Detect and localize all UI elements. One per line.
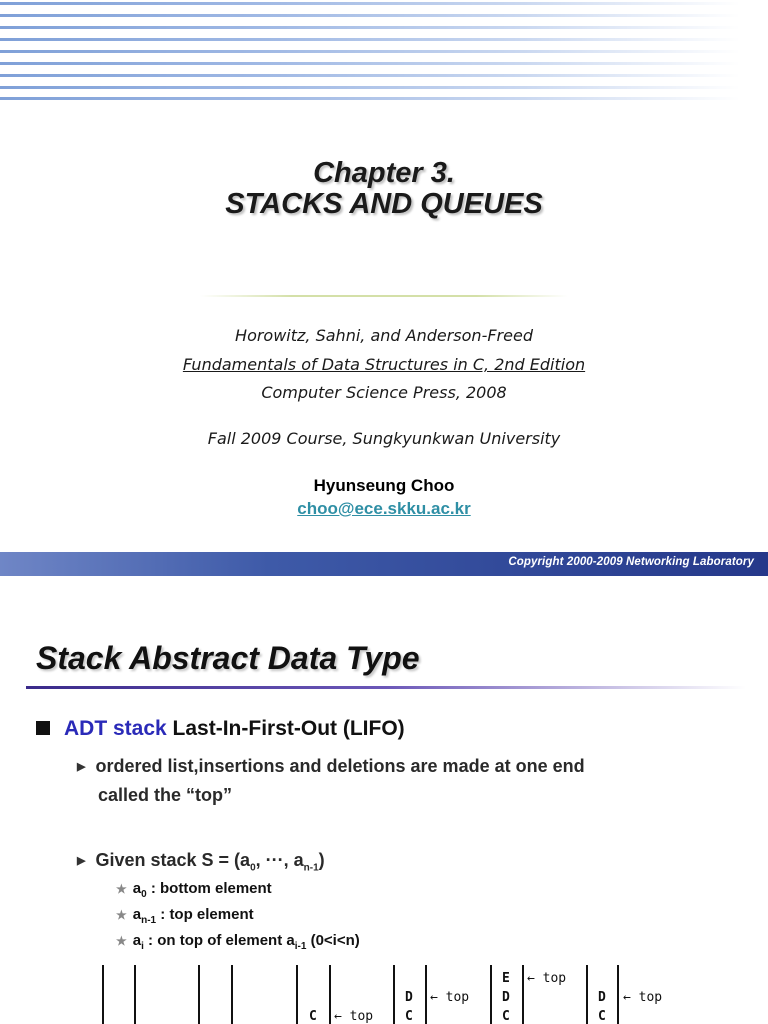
stack-wall [393,965,395,1024]
bullet-adt-stack [36,717,405,741]
book-title: Fundamentals of Data Structures in C, 2nd Edition [182,355,586,374]
chapter-number: Chapter 3. [313,157,455,189]
stack-diagram [0,959,768,1024]
stack-wall [102,965,104,1024]
stack-wall [231,965,233,1024]
sub-bullet-ordered-list [77,753,585,808]
top-pointer-label: ← top [527,971,567,986]
slide-title: Stack Abstract Data Type [36,640,420,676]
stack-wall [490,965,492,1024]
stack-wall [329,965,331,1024]
adt-stack-highlight: ADT stack [64,717,167,740]
item-top-element: ★ $a_{n-1}$ : top element [116,906,254,926]
stack-wall [586,965,588,1024]
stack-cell: C [309,1009,317,1024]
top-pointer-label: ← top [623,990,663,1005]
sub-bullet-given-stack: ▶ Given stack $S = (a_0$, ···, $a_{n-1}$) [77,850,325,874]
ordered-list-line2: called the “top” [98,785,233,805]
content-slide [0,604,768,1024]
decorative-stripes [0,0,768,100]
stack-wall [296,965,298,1024]
footer-bar [0,552,768,576]
presenter-name: Hyunseung Choo [313,476,455,495]
stack-cell: D [405,990,413,1005]
triangle-bullet-icon: ▶ [77,761,86,773]
stack-cell: C [598,1009,606,1024]
triangle-bullet-icon: ▶ [77,855,86,867]
chapter-name: STACKS AND QUEUES [225,188,543,220]
star-bullet-icon: ★ [116,934,127,948]
course-line: Fall 2009 Course, Sungkyunkwan University [207,429,561,448]
stack-cell: D [502,990,510,1005]
stack-wall [198,965,200,1024]
ordered-list-line1: ordered list,insertions and deletions are made at one end [95,756,585,776]
square-bullet-icon [36,721,50,735]
stack-cell: C [502,1009,510,1024]
top-pointer-label: ← top [334,1009,374,1024]
star-bullet-icon: ★ [116,882,127,896]
item-ith-element: ★ $a_i$ : on top of element $a_{i-1}$ (0<i<n) [116,932,360,952]
stack-wall [134,965,136,1024]
copyright-text: Copyright 2000-2009 Networking Laboratory [508,556,754,568]
title-divider [200,295,568,297]
publisher-line: Computer Science Press, 2008 [261,383,507,402]
top-pointer-label: ← top [430,990,470,1005]
lifo-text: Last-In-First-Out (LIFO) [166,717,405,740]
star-bullet-icon: ★ [116,908,127,922]
stack-cell: E [502,971,510,986]
authors-line: Horowitz, Sahni, and Anderson-Freed [235,326,533,345]
stack-wall [522,965,524,1024]
stack-wall [425,965,427,1024]
stack-cell: D [598,990,606,1005]
stack-wall [617,965,619,1024]
stack-cell: C [405,1009,413,1024]
title-underline [26,686,746,689]
email-link[interactable]: choo@ece.skku.ac.kr [297,499,471,518]
chapter-title [0,158,768,220]
item-bottom-element: ★ $a_0$ : bottom element [116,880,272,900]
